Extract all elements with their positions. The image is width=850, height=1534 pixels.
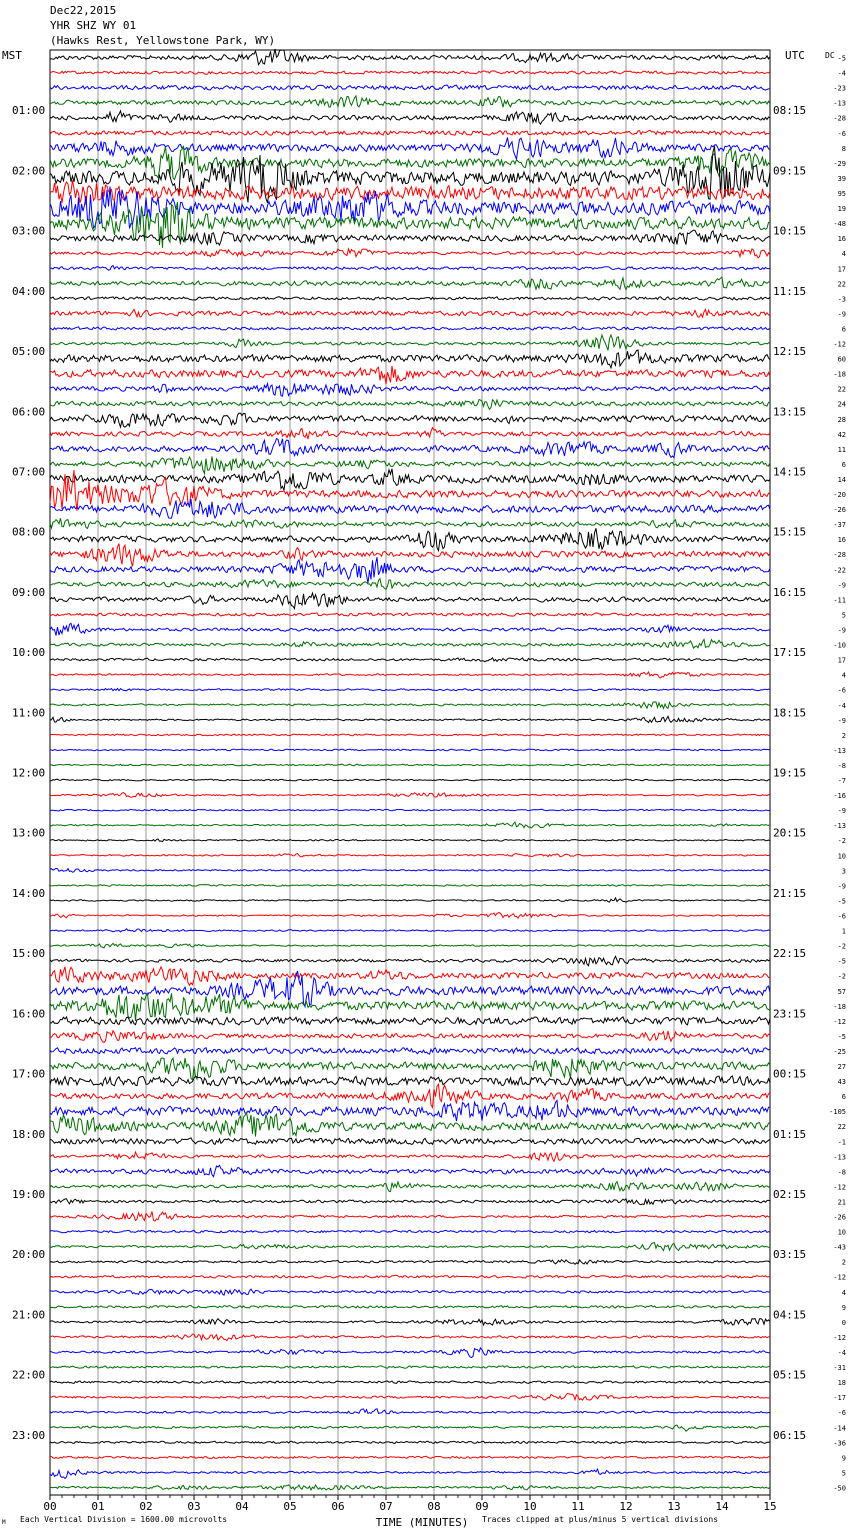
- seismic-trace: [50, 1048, 770, 1054]
- dc-offset-label: -8: [837, 761, 846, 770]
- utc-hour-label: 09:15: [773, 164, 807, 178]
- mst-hour-label: 01:00: [12, 104, 46, 118]
- dc-offset-label: -13: [833, 1153, 846, 1162]
- dc-offset-label: -10: [833, 641, 846, 650]
- plot-frame: [50, 50, 770, 1495]
- mst-hour-label: 13:00: [12, 826, 46, 840]
- mst-hour-label: 05:00: [12, 345, 46, 359]
- x-tick-label: 13: [667, 1500, 681, 1513]
- dc-offset-label: -31: [833, 1364, 846, 1373]
- dc-offset-label: 43: [837, 1078, 846, 1087]
- dc-offset-label: -25: [833, 1047, 846, 1056]
- footer-mark: M: [2, 1519, 6, 1526]
- dc-offset-label: -36: [833, 1439, 846, 1448]
- seismic-trace: [50, 967, 770, 986]
- dc-offset-label: 22: [837, 1123, 846, 1132]
- dc-offset-label: 60: [837, 355, 846, 364]
- utc-hour-label: 08:15: [773, 104, 807, 118]
- mst-hour-label: 02:00: [12, 164, 46, 178]
- seismic-trace: [50, 929, 770, 932]
- seismic-trace: [50, 1289, 770, 1295]
- dc-offset-label: -18: [833, 370, 846, 379]
- seismic-trace: [50, 384, 770, 397]
- mst-hour-label: 09:00: [12, 585, 46, 599]
- seismic-trace: [50, 1485, 770, 1490]
- seismic-trace: [50, 854, 770, 857]
- dc-offset-label: 14: [837, 475, 846, 484]
- mst-hour-label: 18:00: [12, 1127, 46, 1141]
- seismic-trace: [50, 749, 770, 751]
- utc-hour-label: 19:15: [773, 766, 807, 780]
- seismic-trace: [50, 1393, 770, 1400]
- seismic-trace: [50, 1058, 770, 1080]
- dc-offset-label: 4: [841, 250, 846, 259]
- utc-hour-label: 23:15: [773, 1007, 807, 1021]
- dc-offset-label: 4: [841, 671, 846, 680]
- seismic-trace: [50, 943, 770, 948]
- seismic-trace: [50, 335, 770, 350]
- dc-offset-label: -3: [837, 295, 846, 304]
- dc-offset-label: -9: [837, 310, 846, 319]
- seismic-trace: [50, 400, 770, 410]
- dc-offset-label: -4: [837, 69, 846, 78]
- seismic-trace: [50, 1348, 770, 1358]
- dc-offset-label: 9: [841, 1303, 846, 1312]
- seismic-trace: [50, 1165, 770, 1176]
- dc-offset-label: -9: [837, 626, 846, 635]
- dc-offset-label: -12: [833, 1017, 846, 1026]
- dc-offset-label: -6: [837, 1409, 846, 1418]
- x-tick-label: 11: [571, 1500, 585, 1513]
- mst-hour-label: 20:00: [12, 1248, 46, 1262]
- dc-offset-label: 10: [837, 1228, 846, 1237]
- dc-offset-label: -23: [833, 84, 846, 93]
- seismic-trace: [50, 277, 770, 289]
- utc-hour-label: 17:15: [773, 646, 807, 660]
- dc-offset-label: 6: [841, 325, 846, 334]
- seismic-trace: [50, 230, 770, 245]
- dc-offset-label: -16: [833, 792, 846, 801]
- x-tick-label: 08: [427, 1500, 441, 1513]
- dc-offset-label: -6: [837, 129, 846, 138]
- x-tick-label: 05: [283, 1500, 297, 1513]
- seismic-trace: [50, 428, 770, 439]
- utc-hour-label: 04:15: [773, 1308, 807, 1322]
- dc-offset-label: -13: [833, 822, 846, 831]
- dc-offset-label: -9: [837, 807, 846, 816]
- seismic-trace: [50, 639, 770, 648]
- mst-hour-label: 10:00: [12, 646, 46, 660]
- dc-offset-label: -11: [833, 596, 846, 605]
- dc-offset-label: -20: [833, 491, 846, 500]
- seismic-trace: [50, 809, 770, 811]
- x-tick-label: 02: [139, 1500, 153, 1513]
- seismic-trace: [50, 702, 770, 709]
- mst-hour-label: 21:00: [12, 1308, 46, 1322]
- dc-offset-label: -7: [837, 777, 846, 786]
- utc-hour-label: 01:15: [773, 1127, 807, 1141]
- seismic-trace: [50, 1138, 770, 1145]
- mst-hour-label: 15:00: [12, 947, 46, 961]
- mst-axis-label: MST: [2, 49, 22, 62]
- seismic-trace: [50, 71, 770, 74]
- dc-offset-label: 10: [837, 852, 846, 861]
- seismic-trace: [50, 579, 770, 590]
- seismic-trace: [50, 111, 770, 124]
- dc-offset-label: -6: [837, 912, 846, 921]
- seismic-trace: [50, 1113, 770, 1137]
- x-tick-label: 09: [475, 1500, 489, 1513]
- mst-hour-label: 12:00: [12, 766, 46, 780]
- seismic-trace: [50, 49, 770, 65]
- seismic-trace: [50, 623, 770, 635]
- seismic-trace: [50, 993, 770, 1021]
- utc-hour-label: 14:15: [773, 465, 807, 479]
- dc-offset-label: 18: [837, 1379, 846, 1388]
- dc-offset-label: -9: [837, 716, 846, 725]
- dc-offset-label: -1: [837, 1138, 846, 1147]
- dc-offset-label: -5: [837, 1032, 846, 1041]
- seismic-trace: [50, 689, 770, 691]
- dc-offset-label: 39: [837, 174, 846, 183]
- dc-offset-label: 6: [841, 1093, 846, 1102]
- dc-offset-label: -29: [833, 159, 846, 168]
- seismic-trace: [50, 1260, 770, 1265]
- dc-offset-label: 17: [837, 265, 846, 274]
- dc-offset-label: -26: [833, 1213, 846, 1222]
- dc-offset-label: 22: [837, 385, 846, 394]
- utc-hour-label: 16:15: [773, 585, 807, 599]
- x-tick-label: 15: [763, 1500, 777, 1513]
- seismic-trace: [50, 1017, 770, 1025]
- mst-hour-label: 19:00: [12, 1187, 46, 1201]
- plot-date: Dec22,2015: [50, 4, 117, 17]
- dc-offset-label: -13: [833, 746, 846, 755]
- utc-hour-label: 11:15: [773, 284, 807, 298]
- seismic-trace: [50, 1306, 770, 1309]
- seismic-trace: [50, 1243, 770, 1251]
- mst-hour-label: 14:00: [12, 886, 46, 900]
- dc-offset-label: -2: [837, 942, 846, 951]
- utc-hour-label: 13:15: [773, 405, 807, 419]
- seismic-trace: [50, 413, 770, 427]
- x-tick-label: 10: [523, 1500, 537, 1513]
- seismic-trace: [50, 518, 770, 528]
- station-location: (Hawks Rest, Yellowstone Park, WY): [50, 34, 276, 47]
- seismic-trace: [50, 1409, 770, 1414]
- dc-offset-label: -12: [833, 1333, 846, 1342]
- seismic-trace: [50, 266, 770, 271]
- seismic-trace: [50, 1031, 770, 1043]
- x-tick-label: 14: [715, 1500, 729, 1513]
- seismic-trace: [50, 822, 770, 828]
- utc-hour-label: 22:15: [773, 947, 807, 961]
- seismic-trace: [50, 1456, 770, 1458]
- x-tick-label: 06: [331, 1500, 345, 1513]
- seismic-trace: [50, 658, 770, 662]
- dc-offset-label: 5: [841, 611, 846, 620]
- seismic-trace: [50, 366, 770, 384]
- seismic-trace: [50, 1152, 770, 1161]
- clip-note: Traces clipped at plus/minus 5 vertical divisions: [482, 1515, 719, 1524]
- dc-offset-label: -48: [833, 220, 846, 229]
- seismic-trace: [50, 439, 770, 458]
- seismic-trace: [50, 85, 770, 90]
- seismic-trace: [50, 613, 770, 616]
- dc-offset-label: -9: [837, 581, 846, 590]
- dc-offset-label: 21: [837, 1198, 846, 1207]
- dc-offset-label: 16: [837, 235, 846, 244]
- dc-offset-label: -4: [837, 701, 846, 710]
- seismic-trace: [50, 1182, 770, 1192]
- seismic-trace: [50, 1275, 770, 1278]
- seismic-trace: [50, 593, 770, 609]
- seismic-trace: [50, 130, 770, 135]
- dc-offset-label: 17: [837, 656, 846, 665]
- seismic-trace: [50, 499, 770, 518]
- seismic-trace: [50, 956, 770, 965]
- dc-offset-label: 2: [841, 1258, 846, 1267]
- seismic-trace: [50, 469, 770, 490]
- mst-hour-label: 17:00: [12, 1067, 46, 1081]
- seismic-trace: [50, 146, 770, 203]
- seismic-trace: [50, 1469, 770, 1478]
- seismic-trace: [50, 734, 770, 736]
- dc-offset-label: 95: [837, 189, 846, 198]
- seismic-trace: [50, 138, 770, 160]
- seismic-trace: [50, 1366, 770, 1368]
- mst-hour-label: 23:00: [12, 1428, 46, 1442]
- dc-offset-label: -12: [833, 1183, 846, 1192]
- seismic-trace: [50, 350, 770, 368]
- x-tick-label: 03: [187, 1500, 201, 1513]
- seismic-trace: [50, 885, 770, 887]
- utc-axis-label: UTC: [785, 49, 805, 62]
- utc-hour-label: 06:15: [773, 1428, 807, 1442]
- utc-hour-label: 15:15: [773, 525, 807, 539]
- seismic-trace: [50, 1441, 770, 1443]
- utc-hour-label: 18:15: [773, 706, 807, 720]
- seismic-trace: [50, 528, 770, 550]
- dc-offset-label: -28: [833, 551, 846, 560]
- dc-offset-label: 57: [837, 987, 846, 996]
- seismic-trace: [50, 457, 770, 474]
- seismic-trace: [50, 297, 770, 300]
- x-tick-label: 00: [43, 1500, 57, 1513]
- dc-offset-label: 5: [841, 1469, 846, 1478]
- dc-label: DC: [825, 51, 835, 60]
- scale-note: Each Vertical Division = 1600.00 microvolts: [20, 1515, 228, 1524]
- mst-hour-label: 08:00: [12, 525, 46, 539]
- seismic-trace: [50, 557, 770, 583]
- seismic-trace: [50, 1076, 770, 1086]
- seismic-trace: [50, 1084, 770, 1107]
- seismic-trace: [50, 868, 770, 872]
- dc-offset-label: 0: [841, 1318, 846, 1327]
- mst-hour-label: 06:00: [12, 405, 46, 419]
- dc-offset-label: -14: [833, 1424, 846, 1433]
- dc-offset-label: 9: [841, 1454, 846, 1463]
- utc-hour-label: 20:15: [773, 826, 807, 840]
- dc-offset-label: -18: [833, 1002, 846, 1011]
- x-tick-label: 01: [91, 1500, 105, 1513]
- dc-offset-label: 42: [837, 430, 846, 439]
- dc-offset-label: -6: [837, 686, 846, 695]
- x-tick-label: 07: [379, 1500, 393, 1513]
- dc-offset-label: 16: [837, 536, 846, 545]
- x-axis-label: TIME (MINUTES): [375, 1516, 469, 1529]
- dc-offset-label: 24: [837, 400, 846, 409]
- utc-hour-label: 03:15: [773, 1248, 807, 1262]
- seismic-trace: [50, 898, 770, 902]
- mst-hour-label: 16:00: [12, 1007, 46, 1021]
- mst-hour-label: 11:00: [12, 706, 46, 720]
- seismic-trace: [50, 793, 770, 798]
- dc-offset-label: -105: [829, 1108, 846, 1117]
- dc-offset-label: 3: [841, 867, 846, 876]
- dc-offset-label: -9: [837, 882, 846, 891]
- dc-offset-label: -5: [837, 957, 846, 966]
- utc-hour-label: 02:15: [773, 1187, 807, 1201]
- dc-offset-label: 19: [837, 205, 846, 214]
- seismic-trace: [50, 1100, 770, 1121]
- seismic-trace: [50, 1211, 770, 1221]
- dc-offset-label: 2: [841, 731, 846, 740]
- utc-hour-label: 10:15: [773, 224, 807, 238]
- utc-hour-label: 00:15: [773, 1067, 807, 1081]
- dc-offset-label: -8: [837, 1168, 846, 1177]
- dc-offset-label: -50: [833, 1484, 846, 1493]
- seismic-trace: [50, 249, 770, 258]
- dc-offset-label: -12: [833, 1273, 846, 1282]
- dc-offset-label: -37: [833, 521, 846, 530]
- dc-offset-label: 6: [841, 460, 846, 469]
- dc-offset-label: 27: [837, 1063, 846, 1072]
- seismic-trace: [50, 1319, 770, 1325]
- dc-offset-label: 28: [837, 415, 846, 424]
- seismic-trace: [50, 1199, 770, 1205]
- seismic-trace: [50, 716, 770, 722]
- dc-offset-label: 1: [841, 927, 846, 936]
- dc-offset-label: -12: [833, 340, 846, 349]
- seismic-trace: [50, 96, 770, 107]
- seismic-trace: [50, 327, 770, 330]
- station-name: YHR SHZ WY 01: [50, 19, 137, 32]
- seismic-trace: [50, 544, 770, 567]
- mst-hour-label: 04:00: [12, 284, 46, 298]
- dc-offset-label: 8: [841, 144, 846, 153]
- seismic-trace: [50, 913, 770, 919]
- seismic-trace: [50, 779, 770, 781]
- dc-offset-label: -28: [833, 114, 846, 123]
- mst-hour-label: 03:00: [12, 224, 46, 238]
- dc-offset-label: -22: [833, 566, 846, 575]
- dc-offset-label: -26: [833, 506, 846, 515]
- dc-offset-label: -5: [837, 897, 846, 906]
- utc-hour-label: 12:15: [773, 345, 807, 359]
- seismic-trace: [50, 1334, 770, 1341]
- dc-offset-label: 22: [837, 280, 846, 289]
- dc-offset-label: 11: [837, 445, 846, 454]
- mst-hour-label: 22:00: [12, 1368, 46, 1382]
- dc-offset-label: -5: [837, 54, 846, 63]
- dc-offset-label: -2: [837, 972, 846, 981]
- dc-offset-label: -13: [833, 99, 846, 108]
- dc-offset-label: -4: [837, 1349, 846, 1358]
- seismic-trace: [50, 309, 770, 317]
- dc-offset-label: -43: [833, 1243, 846, 1252]
- x-tick-label: 12: [619, 1500, 633, 1513]
- utc-hour-label: 21:15: [773, 886, 807, 900]
- utc-hour-label: 05:15: [773, 1368, 807, 1382]
- seismic-trace: [50, 672, 770, 678]
- dc-offset-label: -2: [837, 837, 846, 846]
- seismic-trace: [50, 764, 770, 766]
- seismic-trace: [50, 1230, 770, 1233]
- mst-hour-label: 07:00: [12, 465, 46, 479]
- seismic-trace: [50, 839, 770, 842]
- seismic-trace: [50, 1381, 770, 1383]
- dc-offset-label: 4: [841, 1288, 846, 1297]
- seismic-trace: [50, 1425, 770, 1431]
- dc-offset-label: -17: [833, 1394, 846, 1403]
- x-tick-label: 04: [235, 1500, 249, 1513]
